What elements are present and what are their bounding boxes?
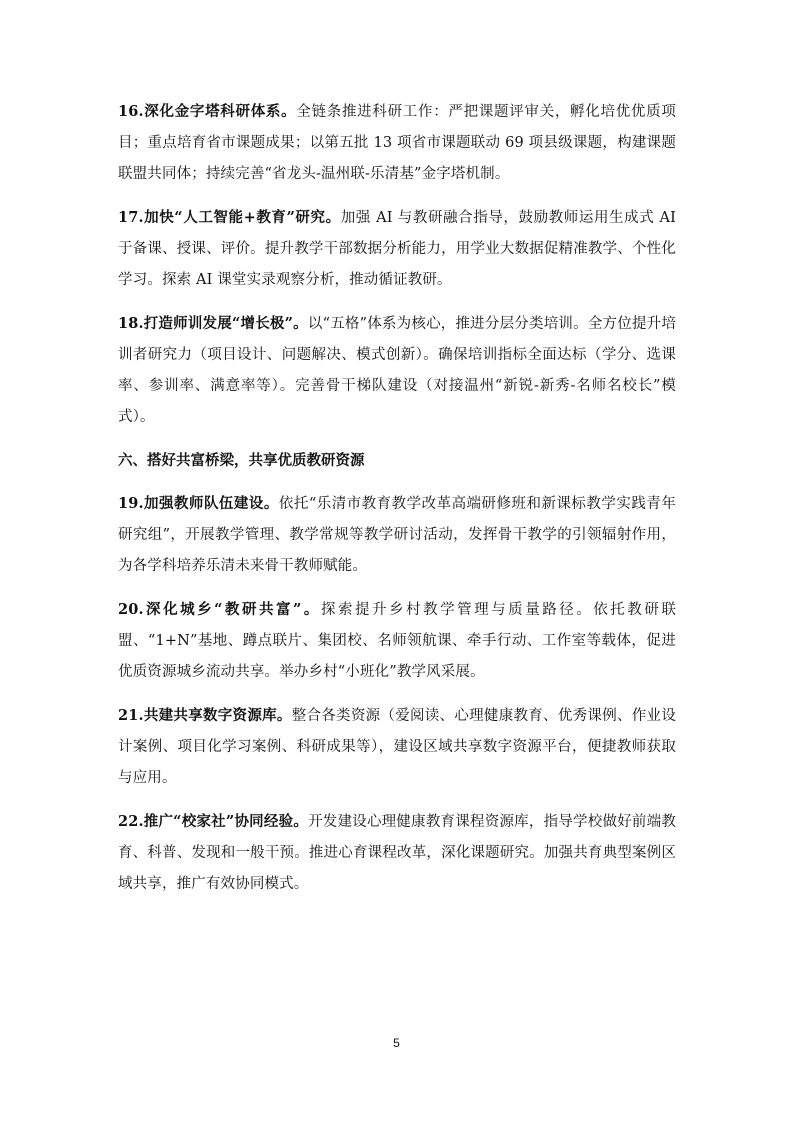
paragraph-22 [118, 806, 676, 900]
paragraph-21-body: 整合各类资源（爱阅读、心理健康教育、优秀课例、作业设计案例、项目化学习案例、科研成果等），建设区域共享数字资源平台，便捷教师获取与应用。 [118, 708, 676, 786]
paragraph-21-title: 21.共建共享数字资源库。 [118, 707, 292, 724]
paragraph-18-body: 以“五格”体系为核心，推进分层分类培训。全方位提升培训者研究力（项目设计、问题解决、模式创新）。确保培训指标全面达标（学分、选课率、参训率、满意率等）。完善骨干梯队建设（对接温州“新锐-新秀-名师名校长”模式）。 [118, 316, 677, 425]
page-number: 5 [393, 1036, 400, 1050]
section-heading: 六、搭好共富桥梁，共享优质教研资源 [118, 452, 365, 469]
paragraph-16 [118, 96, 676, 190]
paragraph-17 [118, 202, 676, 296]
paragraph-19-body: 依托“乐清市教育教学改革高端研修班和新课标教学实践青年研究组”，开展教学管理、教学常规等教学研讨活动，发挥骨干教学的引领辐射作用，为各学科培养乐清未来骨干教师赋能。 [118, 496, 676, 574]
paragraph-18 [118, 308, 676, 433]
paragraph-17-title: 17.加快“人工智能+教育”研究。 [118, 209, 341, 226]
paragraph-18-title: 18.打造师训发展“增长极”。 [118, 315, 308, 332]
paragraph-20 [118, 594, 676, 688]
paragraph-21 [118, 700, 676, 794]
paragraph-19-title: 19.加强教师队伍建设。 [118, 495, 279, 512]
paragraph-22-body: 开发建设心理健康教育课程资源库，指导学校做好前端教育、科普、发现和一般干预。推进心育课程改革，深化课题研究。加强共育典型案例区域共享，推广有效协同模式。 [118, 814, 677, 892]
paragraph-20-title: 20.深化城乡“教研共富”。 [118, 601, 321, 618]
paragraph-20-body: 探索提升乡村教学管理与质量路径。依托教研联盟、“1+N”基地、蹲点联片、集团校、名师领航课、牵手行动、工作室等载体，促进优质资源城乡流动共享。举办乡村“小班化”教学风采展。 [118, 602, 676, 680]
paragraph-22-title: 22.推广“校家社”协同经验。 [118, 813, 309, 830]
paragraph-17-body: 加强 AI 与教研融合指导，鼓励教师运用生成式 AI 于备课、授课、评价。提升教学干部数据分析能力，用学业大数据促精准教学、个性化学习。探索 AI 课堂实录观察分析，推动循证教研。 [118, 210, 676, 288]
paragraph-16-body: 全链条推进科研工作：严把课题评审关，孵化培优优质项目；重点培育省市课题成果；以第五批 13 项省市课题联动 69 项县级课题，构建课题联盟共同体；持续完善“省龙头-温州联-乐清基”金字塔机制。 [118, 104, 676, 182]
paragraph-19 [118, 488, 676, 582]
document-content [118, 96, 676, 912]
paragraph-16-title: 16.深化金字塔科研体系。 [118, 103, 297, 120]
